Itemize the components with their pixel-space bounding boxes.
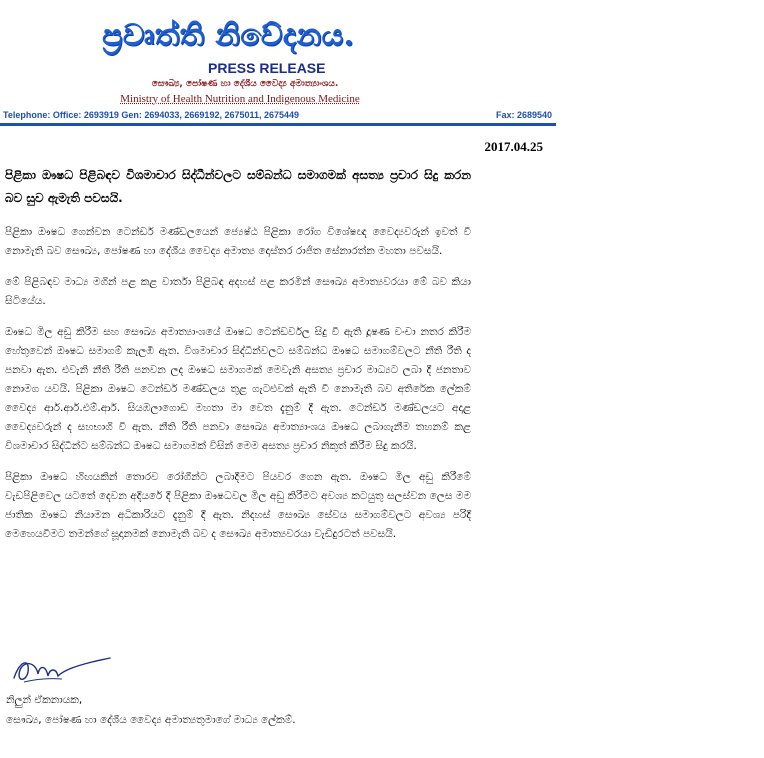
telephone-numbers: Telephone: Office: 2693919 Gen: 2694033, 2669192, 2675011, 2675449 bbox=[3, 110, 300, 120]
release-body bbox=[5, 164, 471, 556]
paragraph-3: ඖෂධ මිල අඩු කිරීම සහ සෞඛ්‍ය අමාත්‍යාංශයේ ඖෂධ ටෙන්ඩර්වල සිදු වී ඇති දූෂණ වංචා නතර කිරීම හේතුවෙන් ඖෂධ සමාගම් කැලඹී ඇත. විශමාචාර සිද්ධීන්වලට සම්බන්ධ ඖෂධ සමාගම්වලට නීති රීති ද පනවා ඇත. එවැනි නීති රීති පනවන ලද ඖෂධ සමාගමක් මෙවැනි අසත්‍ය ප්‍රචාර මාධ්‍යට ලබා දී ජනතාව නොමග යවයි. පිළිකා ඖෂධ ටෙන්ඩර් මණ්ඩලය තුළ ගැටළුවක් ඇති වී නොමැති බව අතිරේක ලේකම් වෛද්‍ය ආර්.ආර්.එම්.ආර්. සියඹලාගොඩ මහතා මා වෙත දැනුම් දී ඇත. ටෙන්ඩර් මණ්ඩලයට අදාළ වෛද්‍යවරුන් ද සහභාගි වී ඇත. නීති රීති පනවා සෞඛ්‍ය අමාත්‍යාංශය ඖෂධ ලබාගැනීම තහනම් කළ විශමාචාර සිද්ධීන්ට සම්බන්ධ ඖෂධ සමාගමක් විසින් මෙම අසත්‍ය ප්‍රචාර නිකුත් කිරීම සිදු කරයි. bbox=[5, 326, 471, 452]
header-rule bbox=[0, 123, 556, 126]
release-date: 2017.04.25 bbox=[484, 139, 543, 154]
press-release-title-english: PRESS RELEASE bbox=[208, 60, 326, 76]
press-release-title-sinhala: ප්‍රවෘත්ති නිවේදනය. bbox=[102, 18, 355, 53]
ministry-name-sinhala: සෞඛ්‍ය, පෝෂණ හා දේශීය වෛද්‍ය අමාත්‍යාංශය. bbox=[151, 79, 339, 89]
signatory-title: සෞඛ්‍ය, පෝෂණ හා දේශීය වෛද්‍ය අමාත්‍යතුමාගේ මාධ්‍ය ලේකම්. bbox=[6, 714, 296, 726]
signatory-block bbox=[6, 690, 446, 730]
handwritten-signature bbox=[6, 652, 116, 686]
fax-number: Fax: 2689540 bbox=[495, 110, 552, 120]
signatory-name: නිලුන් ඒකනායක, bbox=[6, 694, 83, 706]
ministry-name-english: Ministry of Health Nutrition and Indigenous Medicine bbox=[120, 93, 360, 105]
paragraph-4: පිළිකා ඖෂධ හිඟයකින් තොරව රෝගීන්ට ලබාදීමට පියවර ගෙන ඇත. ඖෂධ මිල අඩු කිරීමේ වැඩපිළිවෙල යටතේ දෙවන අදියරේ දී පිළිකා ඖෂධවල මිල අඩු කිරීමට අවශ්‍ය කටයුතු සලස්වන ලෙස මම ජාතික ඖෂධ නියාමන අධිකාරියට දැනුම් දී ඇත. නිදහස් සෞඛ්‍ය සේවය සමාගම්වලට අවශ්‍ය පරිදි මෙහෙයවීමට තමන්ගේ සූදානමක් නොමැති බව ද සෞඛ්‍ය අමාත්‍යවරයා වැඩිදුරටත් පවසයි. bbox=[5, 471, 471, 540]
contact-bar bbox=[0, 110, 556, 123]
letterhead bbox=[0, 0, 764, 125]
paragraph-1: පිළිකා ඖෂධ ගෙන්වන ටෙන්ඩර් මණ්ඩලයෙන් ජ්‍යෙෂ්ඨ පිළිකා රෝග විශේෂඥ වෛද්‍යවරුන් ඉවත් වී නොමැති බව සෞඛ්‍ය, පෝෂණ හා දේශීය වෛද්‍ය අමාත්‍ය දොස්තර රාජිත සේනාරත්න මහතා පවසයි. bbox=[5, 226, 471, 257]
release-headline: පිළිකා ඖෂධ පිළිබඳව විශමාචාර සිද්ධීන්වලට සම්බන්ධ සමාගමක් අසත්‍ය ප්‍රචාර සිදු කරන බව සුව ඇමැති පවසයි. bbox=[5, 168, 471, 205]
paragraph-2: මේ පිළිබඳව මාධ්‍ය මගින් පළ කළ වාර්තා පිළිබඳ අදහස් පළ කරමින් සෞඛ්‍ය අමාත්‍යවරයා මේ බව කියා සිටියේය. bbox=[5, 276, 471, 307]
